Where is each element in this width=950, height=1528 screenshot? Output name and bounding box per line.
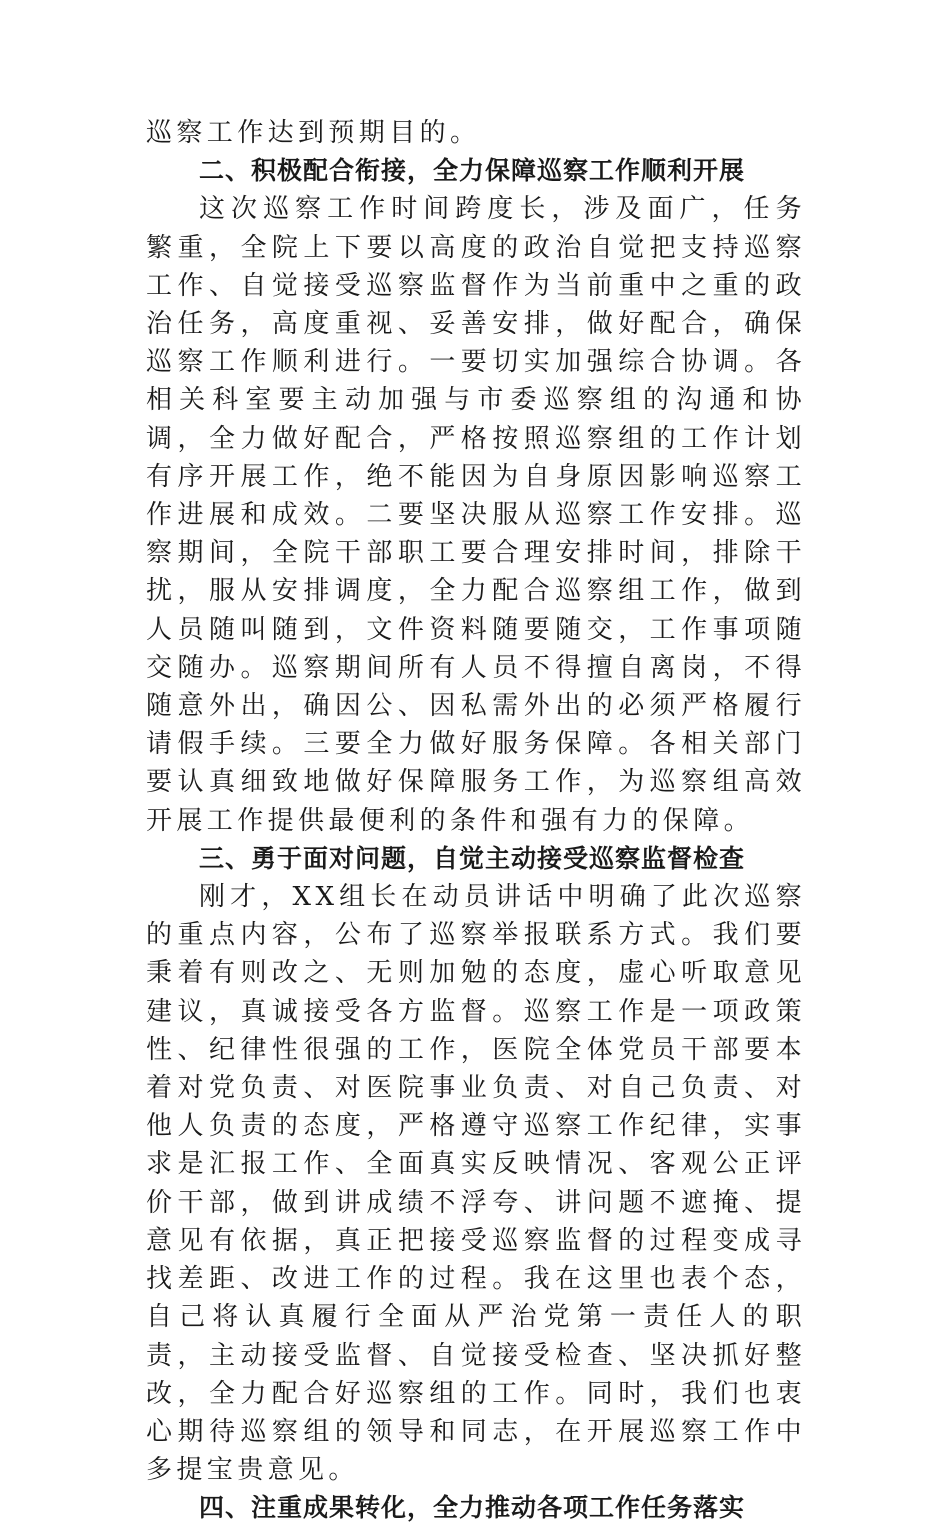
section-heading-3: 三、勇于面对问题，自觉主动接受巡察监督检查 (199, 843, 746, 873)
paragraph-section-3: 刚才，XX组长在动员讲话中明确了此次巡察的重点内容，公布了巡察举报联系方式。我们要秉着有则改之、无则加勉的态度，虚心听取意见建议，真诚接受各方监督。巡察工作是一项政策性、纪律性很强的工作，医院全体党员干部要本着对党负责、对医院事业负责、对自己负责、对他人负责的态度，严格遵守巡察工作纪律，实事求是汇报工作、全面真实反映情况、客观公正评价干部，做到讲成绩不浮夸、讲问题不遮掩、提意见有依据，真正把接受巡察监督的过程变成寻找差距、改进工作的过程。我在这里也表个态，自己将认真履行全面从严治党第一责任人的职责，主动接受监督、自觉接受检查、坚决抓好整改，全力配合好巡察组的工作。同时，我们也衷心期待巡察组的领导和同志，在开展巡察工作中多提宝贵意见。 (146, 882, 806, 1486)
document-page (146, 114, 806, 1528)
section-heading-4: 四、注重成果转化，全力推动各项工作任务落实 (199, 1493, 746, 1523)
paragraph-section-2: 这次巡察工作时间跨度长，涉及面广，任务繁重，全院上下要以高度的政治自觉把支持巡察工作、自觉接受巡察监督作为当前重中之重的政治任务，高度重视、妥善安排，做好配合，确保巡察工作顺利进行。一要切实加强综合协调。各相关科室要主动加强与市委巡察组的沟通和协调，全力做好配合，严格按照巡察组的工作计划有序开展工作，绝不能因为自身原因影响巡察工作进展和成效。二要坚决服从巡察工作安排。巡察期间，全院干部职工要合理安排时间，排除干扰，服从安排调度，全力配合巡察组工作，做到人员随叫随到，文件资料随要随交，工作事项随交随办。巡察期间所有人员不得擅自离岗，不得随意外出，确因公、因私需外出的必须严格履行请假手续。三要全力做好服务保障。各相关部门要认真细致地做好保障服务工作，为巡察组高效开展工作提供最便利的条件和强有力的保障。 (146, 194, 806, 836)
paragraph-continuation: 巡察工作达到预期目的。 (146, 118, 481, 148)
section-heading-2: 二、积极配合衔接，全力保障巡察工作顺利开展 (199, 156, 746, 186)
